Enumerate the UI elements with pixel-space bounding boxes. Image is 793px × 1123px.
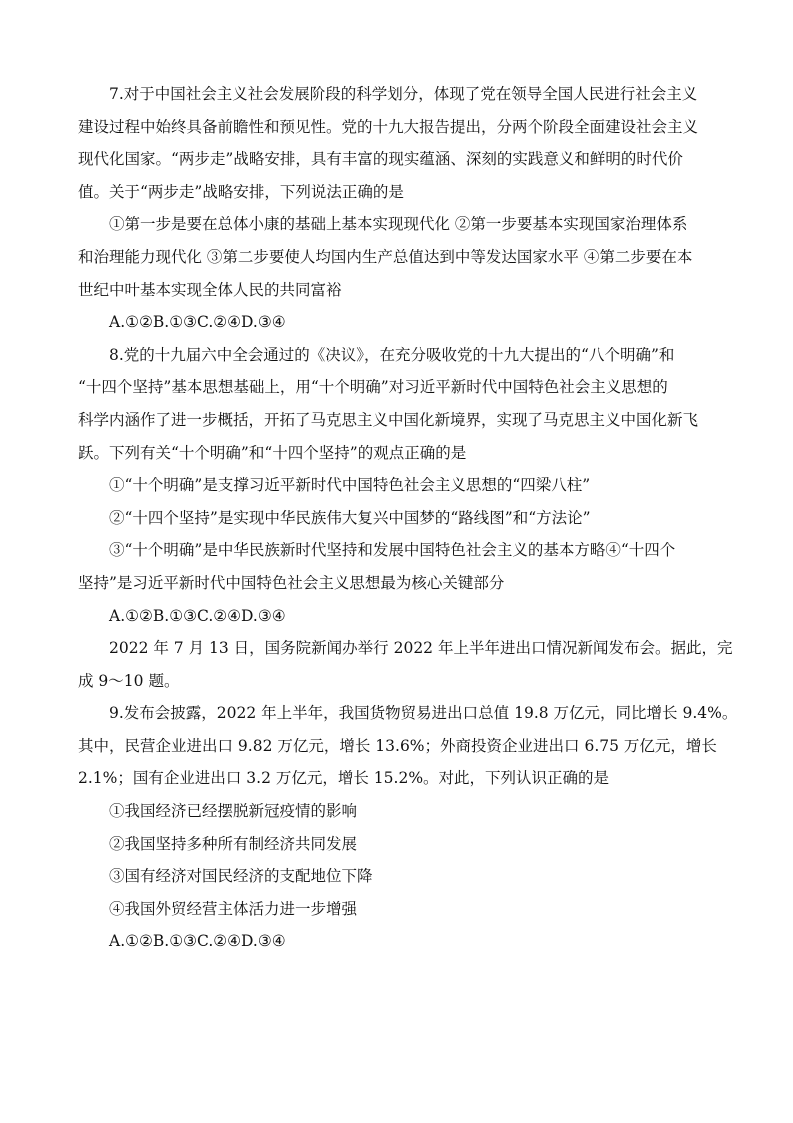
material-intro [78, 632, 733, 697]
q8-statement-3-line-2: 坚持”是习近平新时代中国特色社会主义思想最为核心关键部分 [78, 573, 505, 592]
q8-stem-line-3: 科学内涵作了进一步概括，开拓了马克思主义中国化新境界，实现了马克思主义中国化新飞 [78, 410, 699, 429]
intro-line-1: 2022 年 7 月 13 日，国务院新闻办举行 2022 年上半年进出口情况新闻发布会。据此，完 [109, 639, 733, 658]
q8-options: A.①②B.①③C.②④D.③④ [109, 606, 286, 625]
question-8 [78, 339, 718, 632]
document-page [78, 78, 738, 958]
q9-stem-line-1: 9.发布会披露，2022 年上半年，我国货物贸易进出口总值 19.8 万亿元，同比增长 9.4%。 [109, 704, 738, 723]
q8-statement-1: ①“十个明确”是支撑习近平新时代中国特色社会主义思想的“四梁八柱” [109, 476, 591, 495]
q8-stem-line-4: 跃。下列有关“十个明确”和“十四个坚持”的观点正确的是 [78, 443, 467, 462]
q9-stem-line-3: 2.1%；国有企业进出口 3.2 万亿元，增长 15.2%。对此，下列认识正确的是 [78, 769, 610, 788]
q9-statement-4: ④我国外贸经营主体活力进一步增强 [109, 899, 358, 918]
q8-statement-2: ②“十四个坚持”是实现中华民族伟大复兴中国梦的“路线图”和“方法论” [109, 508, 591, 527]
question-9 [78, 697, 738, 958]
q8-stem-line-1: 8.党的十九届六中全会通过的《决议》，在充分吸收党的十九大提出的“八个明确”和 [109, 345, 675, 364]
q9-stem-line-2: 其中，民营企业进出口 9.82 万亿元，增长 13.6%；外商投资企业进出口 6.75 万亿元，增长 [78, 736, 717, 755]
q9-options: A.①②B.①③C.②④D.③④ [109, 932, 286, 951]
q7-statements-line-2: 和治理能力现代化 ③第二步要使人均国内生产总值达到中等发达国家水平 ④第二步要在本 [78, 247, 693, 266]
q7-statements-line-1: ①第一步是要在总体小康的基础上基本实现现代化 ②第一步要基本实现国家治理体系 [109, 215, 688, 234]
q9-statement-3: ③国有经济对国民经济的支配地位下降 [109, 867, 373, 886]
intro-line-2: 成 9～10 题。 [78, 671, 180, 690]
q9-statement-1: ①我国经济已经摆脱新冠疫情的影响 [109, 802, 358, 821]
q7-stem-line-2: 建设过程中始终具备前瞻性和预见性。党的十九大报告提出，分两个阶段全面建设社会主义 [78, 117, 699, 136]
q7-options: A.①②B.①③C.②④D.③④ [109, 313, 286, 332]
q7-stem-line-3: 现代化国家。“两步走”战略安排，具有丰富的现实蕴涵、深刻的实践意义和鲜明的时代价 [78, 150, 683, 169]
q7-stem-line-4: 值。关于“两步走”战略安排，下列说法正确的是 [78, 182, 404, 201]
q8-statement-3-line-1: ③“十个明确”是中华民族新时代坚持和发展中国特色社会主义的基本方略④“十四个 [109, 541, 676, 560]
q8-stem-line-2: “十四个坚持”基本思想基础上，用“十个明确”对习近平新时代中国特色社会主义思想的 [78, 378, 668, 397]
q9-statement-2: ②我国坚持多种所有制经济共同发展 [109, 834, 358, 853]
question-7 [78, 78, 718, 339]
q7-statements-line-3: 世纪中叶基本实现全体人民的共同富裕 [78, 280, 342, 299]
q7-stem-line-1: 7.对于中国社会主义社会发展阶段的科学划分，体现了党在领导全国人民进行社会主义 [109, 85, 698, 103]
